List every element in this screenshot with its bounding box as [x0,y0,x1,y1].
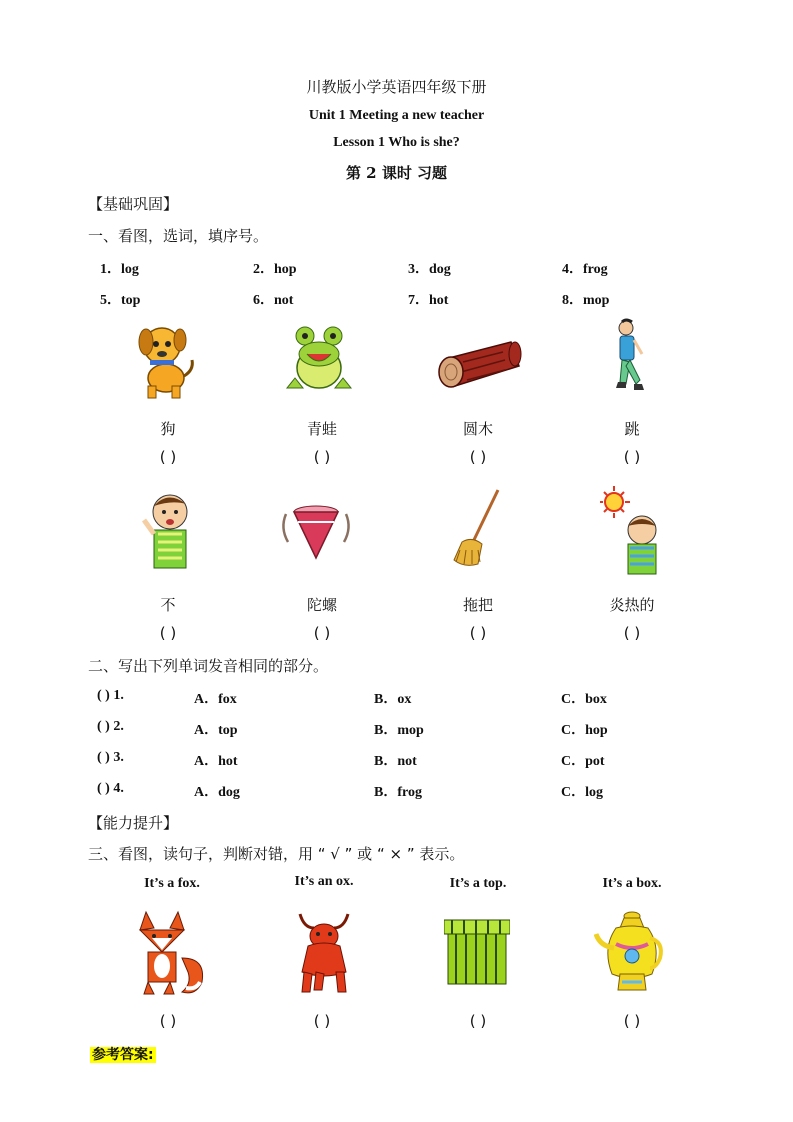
gift-box-icon [444,912,510,988]
q2-heading: 二、写出下列单词发音相同的部分。 [88,657,329,675]
q2-option-c: C．box [561,692,607,707]
q2-row-blank[interactable]: ( ) 4. [97,781,124,796]
q2-row-blank[interactable]: ( ) 2. [97,719,124,734]
dog-icon [130,320,196,400]
picture-label-dog: 狗 [160,420,176,438]
word-option-1: 1．log [100,262,139,277]
answer-blank[interactable]: ( ) [469,448,487,466]
lesson-title: Lesson 1 Who is she? [333,135,460,150]
picture-label-frog: 青蛙 [306,420,337,438]
section-basic-heading: 【基础巩固】 [88,195,179,213]
word-option-3: 3．dog [408,262,451,277]
hot-sun-icon [600,486,666,576]
q3-sentence-ox: It’s an ox. [294,874,354,889]
picture-label-log: 圆木 [462,420,493,438]
q1-heading: 一、看图，选词，填序号。 [88,227,269,245]
q2-option-a: A．top [194,723,238,738]
answer-blank[interactable]: ( ) [313,624,331,642]
log-icon [433,338,525,394]
q3-heading: 三、看图，读句子，判断对错，用 “ √ ” 或 “ × ” 表示。 [88,845,465,863]
fox-icon [130,908,206,998]
answer-blank[interactable]: ( ) [159,624,177,642]
word-option-4: 4．frog [562,262,608,277]
hop-icon [612,318,648,404]
q2-option-a: A．hot [194,754,238,769]
q2-option-b: B．mop [374,723,424,738]
q2-option-c: C．hop [561,723,608,738]
mop-icon [450,486,506,568]
picture-label-mop: 拖把 [462,596,493,614]
answer-blank[interactable]: ( ) [313,448,331,466]
ox-icon [290,908,358,998]
answer-blank[interactable]: ( ) [623,624,641,642]
picture-label-hot: 炎热的 [609,596,655,614]
q2-row-blank[interactable]: ( ) 1. [97,688,124,703]
answer-blank[interactable]: ( ) [623,448,641,466]
word-option-7: 7．hot [408,293,449,308]
word-option-2: 2．hop [253,262,297,277]
q3-sentence-box: It’s a box. [602,876,662,891]
word-option-8: 8．mop [562,293,610,308]
q2-option-c: C．pot [561,754,605,769]
q2-option-a: A．fox [194,692,237,707]
unit-title: Unit 1 Meeting a new teacher [308,108,485,123]
period-title: 第 2 课时 习题 [345,164,448,182]
word-option-6: 6．not [253,293,294,308]
picture-label-top: 陀螺 [306,596,337,614]
answer-blank[interactable]: ( ) [469,624,487,642]
q2-option-b: B．ox [374,692,412,707]
no-boy-icon [136,488,196,574]
answer-blank[interactable]: ( ) [469,1012,487,1030]
answer-blank[interactable]: ( ) [159,448,177,466]
answer-blank[interactable]: ( ) [159,1012,177,1030]
q2-option-b: B．frog [374,785,422,800]
answer-key-label: 参考答案: [92,1047,154,1063]
picture-label-not: 不 [160,596,176,614]
q2-option-a: A．dog [194,785,240,800]
q3-sentence-top: It’s a top. [449,876,507,891]
q2-option-b: B．not [374,754,417,769]
teapot-icon [594,908,668,998]
picture-label-hop: 跳 [624,420,640,438]
section-advanced-heading: 【能力提升】 [88,814,179,832]
q3-sentence-fox: It’s a fox. [144,876,200,891]
answer-blank[interactable]: ( ) [313,1012,331,1030]
q2-row-blank[interactable]: ( ) 3. [97,750,124,765]
q2-option-c: C．log [561,785,603,800]
frog-icon [283,322,355,394]
page-title: 川教版小学英语四年级下册 [306,78,487,96]
word-option-5: 5．top [100,293,141,308]
spinning-top-icon [278,500,354,562]
answer-blank[interactable]: ( ) [623,1012,641,1030]
